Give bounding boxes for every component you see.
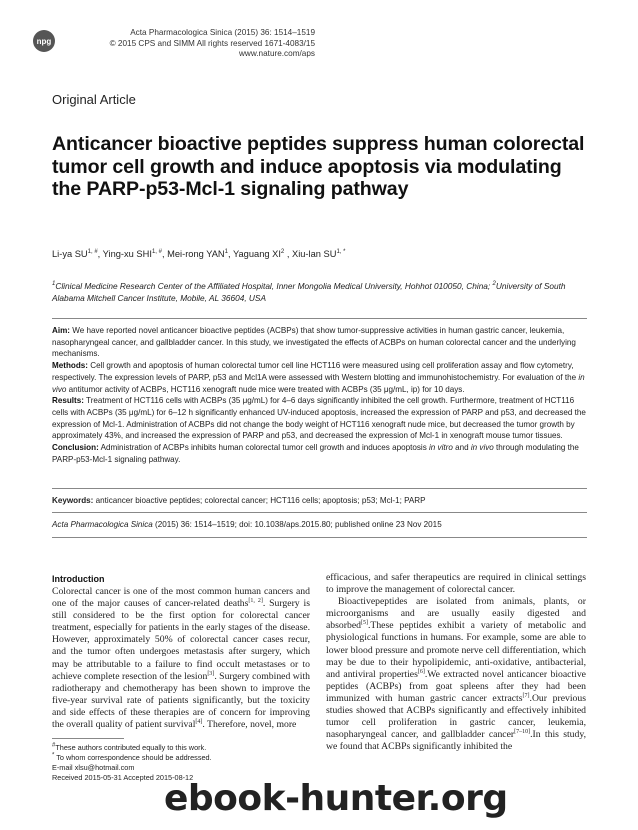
footnote-equal-contribution — [52, 743, 310, 753]
npg-logo: npg — [33, 30, 55, 52]
article-title: Anticancer bioactive peptides suppress human colorectal tumor cell growth and induce apoptosis via modulating the PARP-p53-Mcl-1 signaling pathway — [52, 133, 585, 200]
p2-text-e: . — [530, 729, 533, 741]
author-separator: , — [228, 249, 233, 259]
footnote-text: These authors contributed equally to this work. — [55, 743, 207, 752]
author-separator: , — [161, 249, 168, 259]
abstract-bottom-rule — [52, 488, 587, 489]
reference-link[interactable]: [6] — [417, 668, 425, 675]
abstract-top-rule — [52, 318, 587, 319]
abstract-results — [52, 395, 587, 442]
intro-paragraph-2-cont — [326, 596, 586, 753]
article-type: Original Article — [52, 92, 136, 107]
p1-text-a: Colorectal cancer is one of the most common human cancers and one of the major causes of cancer-related deaths — [52, 586, 310, 610]
author-affiliation-mark: 1 — [224, 248, 228, 255]
p2-text-e: In this study, we found that ACBPs significantly inhibited the — [326, 729, 586, 753]
abstract-aim — [52, 325, 587, 360]
aim-text: We have reported novel anticancer bioactive peptides (ACBPs) that show tumor-suppressive activities in human gastric cancer, leukemia, nasopharyngeal cancer, and gallbladder cancer. In this study, we investigated the effects of ACBPs on human colorectal cancer and the underlying mechanisms. — [52, 326, 576, 359]
watermark: ebook-hunter.org — [164, 778, 508, 819]
methods-text-b: antitumor activity of ACBPs, HCT116 xenograft nude mice were treated with ACBPs (35 μg/mL, ip) for 10 days. — [66, 384, 465, 394]
author-name: Yaguang XI — [233, 249, 281, 259]
section-heading-introduction: Introduction — [52, 574, 105, 584]
citation-journal: Acta Pharmacologica Sinica — [52, 520, 153, 529]
methods-text-a: Cell growth and apoptosis of human colorectal tumor cell line HCT116 were measured using cell proliferation assay and flow cytometry, respectively. The expression levels of PARP, p53 and Mcl1A were assessed with Western blotting and immunohistochemistry. For evaluation of the — [52, 361, 579, 382]
methods-label: Methods: — [52, 361, 88, 371]
conclusion-text-b: through modulating the PARP-p53-Mcl-1 signaling pathway. — [52, 443, 579, 464]
p2-text-d: Our previous studies showed that ACBPs significantly and effectively inhibited tumor cell proliferation in gastric cancer, leukemia, nasopharyngeal cancer, and gallbladder cancer — [326, 692, 586, 741]
author-affiliation-mark: 2 — [280, 248, 285, 255]
footnote-rule — [52, 738, 124, 739]
author-separator: , — [284, 249, 292, 259]
results-text: Treatment of HCT116 cells with ACBPs (35 μg/mL) for 4–6 days significantly inhibited the cell growth. Furthermore, treatment of HCT116 cells with ACBPs (35 μg/mL) for 6–12 h significantly enhanced UV-induced apoptosis, increased the expression of PARP and p53, and decreased the expression of Mcl-1. Administration of ACBPs did not change the body weight of HCT116 xenograft nude mice, but decreased the tumor growth by approximately 43%, and increased the expression of PARP and p53, and decreased the expression of Mcl-1 in xenograft mouse tumor tissues. — [52, 396, 586, 441]
author-affiliation-mark: 1, # — [87, 248, 98, 255]
conclusion-italic-1: in vitro — [429, 443, 453, 453]
conclusion-label: Conclusion: — [52, 443, 99, 453]
footnote-dates: Received 2015-05-31 Accepted 2015-08-12 — [52, 773, 194, 783]
p1-text-c: . Surgery combined with radiotherapy and chemotherapy has been shown to improve the five-year survival rate of patients significantly, but the toxicity and side effects of these therapies are of concern for improving the overall quality of patient survival — [52, 670, 310, 731]
journal-header — [0, 28, 315, 60]
methods-italic: in vivo — [52, 372, 585, 394]
p2-text-b: . — [367, 620, 371, 632]
footnote-mark: # — [52, 742, 56, 749]
p2-text-a: Bioactive — [338, 596, 376, 608]
citation — [52, 520, 587, 529]
intro-paragraph-1 — [52, 586, 310, 731]
affil-sup-2: 2 — [492, 281, 496, 288]
citation-rule — [52, 537, 587, 538]
keywords — [52, 496, 587, 505]
footnote-text: To whom correspondence should be addressed. — [56, 753, 212, 763]
author-name: Mei-rong YAN — [167, 249, 225, 259]
affiliations — [52, 281, 592, 304]
keywords-label: Keywords: — [52, 496, 94, 505]
affil-sup-1: 1 — [52, 281, 56, 288]
citation-details: (2015) 36: 1514–1519; doi: 10.1038/aps.2015.80; published online 23 Nov 2015 — [152, 520, 442, 529]
keywords-text: anticancer bioactive peptides; colorectal cancer; HCT116 cells; apoptosis; p53; Mcl-1; PARP — [95, 496, 426, 505]
p2-text-b: These peptides exhibit a variety of metabolic and physiological functions in humans. For example, some are able to lower blood pressure and promote nerve cell differentiation, which may be due to their hypolipidemic, anti-oxidative, antibacterial, and antiviral properties — [326, 620, 586, 680]
copyright-line: © 2015 CPS and SIMM All rights reserved 1671-4083/15 — [109, 38, 315, 48]
aim-label: Aim: — [52, 326, 70, 335]
reference-link[interactable]: [7–10] — [514, 728, 531, 735]
author-affiliation-mark: 1, * — [336, 248, 346, 255]
footnote-email[interactable]: E-mail xlsu@hotmail.com — [52, 763, 135, 773]
author-name: Li-ya SU — [52, 249, 88, 259]
p1-text-b: . Surgery is still considered to be the first option for colorectal cancer treatment, especially for patients in the early stages of the disease. However, approximately 50% of colorectal cancer cases recur, and the tumor often undergoes metastasis after surgery, which may be attributable to a failure to find occult metastases or to achieve complete resection of the lesion — [52, 598, 310, 682]
p1-text-d: . Therefore, novel, more — [202, 719, 297, 731]
p2-text-d: . — [529, 692, 532, 704]
conclusion-text-a: Administration of ACBPs inhibits human colorectal tumor cell growth and induces apoptosis — [100, 443, 429, 453]
body-column-left — [52, 586, 310, 731]
reference-link[interactable]: [1, 2] — [248, 597, 263, 604]
author-list — [52, 249, 345, 259]
conclusion-and: and — [452, 443, 471, 453]
journal-line: Acta Pharmacologica Sinica (2015) 36: 1514–1519 — [130, 28, 315, 37]
affil-2: University of South Alabama Mitchell Cancer Institute, Mobile, AL 36604, USA — [52, 281, 566, 303]
p2-text-a: peptides are isolated from animals, plants, or microorganisms and are usually easily digested and absorbed — [326, 596, 586, 632]
footnote-mark: * — [52, 752, 55, 759]
body-column-right — [326, 572, 586, 753]
affil-1: Clinical Medicine Research Center of the Affiliated Hospital, Inner Mongolia Medical University, Hohhot 010050, China; — [55, 281, 493, 291]
abstract-conclusion — [52, 442, 587, 465]
keywords-rule — [52, 512, 587, 513]
reference-link[interactable]: [5] — [360, 620, 368, 627]
intro-paragraph-1-cont — [326, 572, 586, 596]
p2-text-c: We extracted novel anticancer bioactive peptides (ACBPs) from goat spleens after they had been immunized with human gastric cancer extracts — [326, 668, 586, 704]
author-affiliation-mark: 1, # — [151, 248, 162, 255]
abstract — [52, 325, 587, 465]
author-separator: , — [97, 249, 103, 259]
author-name: Ying-xu SHI — [102, 249, 152, 259]
abstract-methods — [52, 360, 587, 395]
p1-text-d: efficacious, and safer therapeutics are required in clinical settings to improve the management of colorectal cancer. — [326, 572, 586, 596]
p2-text-c: . — [424, 668, 428, 680]
reference-link[interactable]: [4] — [195, 718, 203, 725]
results-label: Results: — [52, 396, 84, 406]
reference-link[interactable]: [7] — [522, 692, 530, 699]
journal-url[interactable]: www.nature.com/aps — [239, 49, 315, 59]
conclusion-italic-2: in vivo — [470, 443, 494, 453]
reference-link[interactable]: [3] — [207, 670, 215, 677]
author-name: Xiu-lan SU — [292, 249, 337, 259]
footnote-correspondence — [52, 753, 310, 763]
